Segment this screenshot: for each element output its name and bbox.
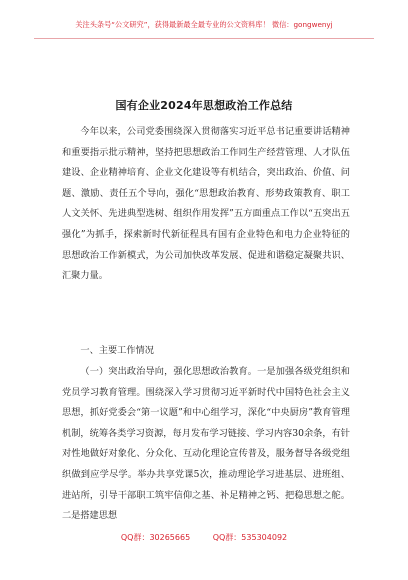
- document-title: 国有企业2024年思想政治工作总结: [115, 99, 293, 112]
- intro-paragraph: 今年以来，公司党委围绕深入贯彻落实习近平总书记重要讲话精神和重要指示批示精神，坚持把思想政治工作同生产经营管理、人才队伍建设、企业精神培育、企业文化建设等有机结合，突出政治、价值、问题、激励、责任五个导向，强化“思想政治教育、形势政策教育、职工人文关怀、先进典型选树、组织作用发挥”五方面重点工作以“五突出五强化”为抓手，探索新时代新征程具有国有企业特色和电力企业特征的思想政治工作新模式，为公司加快改革发展、促进和谐稳定凝聚共识、汇聚力量。: [62, 126, 350, 282]
- header-divider: [34, 38, 374, 39]
- promo-header: 关注头条号“公文研究”，获得最新最全最专业的公文资料库！ 微信：gongwenyj: [75, 20, 333, 29]
- footer-qq-group-1: QQ群：30265665: [120, 533, 191, 542]
- footer-qq-group-2: QQ群：535304092: [212, 533, 288, 542]
- footer-contact: [0, 532, 408, 543]
- section-heading: 一、主要工作情况: [80, 345, 154, 356]
- body-paragraph: （一）突出政治导向，强化思想政治教育。一是加强各级党组织和党员学习教育管理。围绕深入学习贯彻习近平新时代中国特色社会主义思想，抓好党委会“第一议题”和中心组学习，深化“中央厨房”教育管理机制，统筹各类学习资源，每月发布学习链接、学习内容30余条，有针对性地做好对象化、分众化、互动化理论宣传普及，服务督导各级党组织做到应学尽学。举办共享党课5次，推动理论学习进基层、进班组、进站所，引导干部职工筑牢信仰之基、补足精神之钙、把稳思想之舵。二是搭建思想: [62, 366, 350, 522]
